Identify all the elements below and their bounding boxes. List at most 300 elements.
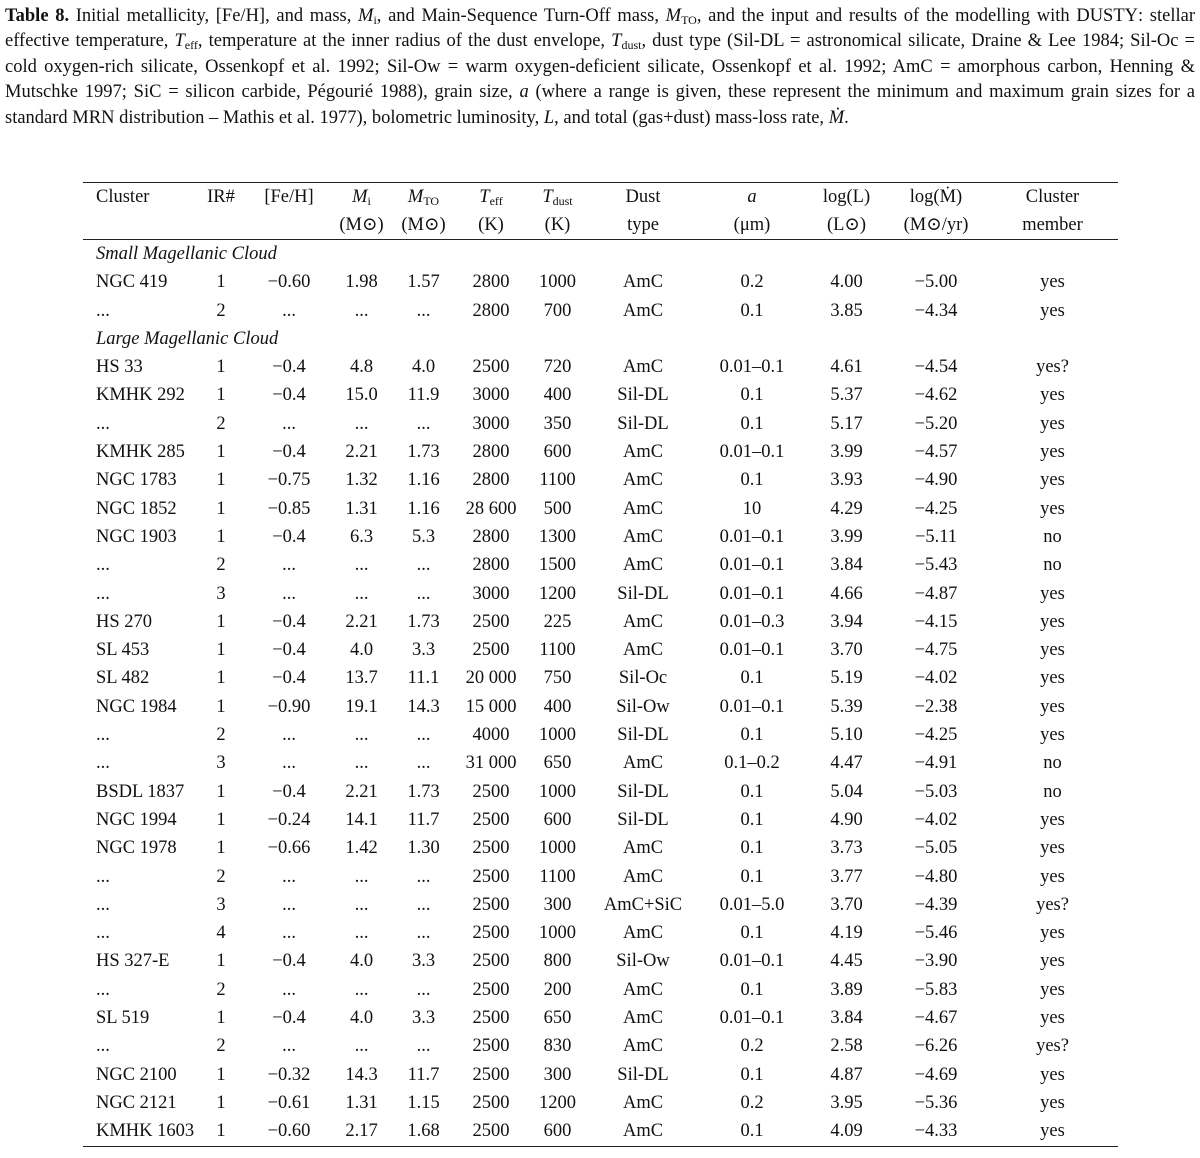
cell-cluster: NGC 419 <box>96 272 168 293</box>
cell-teff: 2500 <box>472 838 510 859</box>
cell-grain-size: 0.1 <box>740 838 764 859</box>
cell-feh: −0.4 <box>272 1008 306 1029</box>
section-label: Small Magellanic Cloud <box>96 244 277 264</box>
cell-grain-size: 0.01–0.3 <box>719 611 785 632</box>
cell-tdust: 300 <box>543 1064 572 1085</box>
cell-logl: 3.70 <box>830 894 863 915</box>
cell-dust-type: AmC <box>622 1036 664 1057</box>
cell-mi: 1.42 <box>345 838 378 859</box>
cell-tdust: 830 <box>543 1036 572 1057</box>
cell-mi: 15.0 <box>345 385 378 406</box>
cell-teff: 2500 <box>472 1092 510 1113</box>
header-mto <box>390 183 457 212</box>
cell-teff: 2500 <box>472 357 510 378</box>
cell-logl: 3.94 <box>830 611 863 632</box>
caption-text: : stellar effective temperature, <box>5 6 1196 52</box>
caption-symbol: M <box>358 6 374 26</box>
caption-symbol: T <box>611 31 622 52</box>
cell-feh: −0.4 <box>272 526 306 547</box>
cell-logm: −4.34 <box>914 300 958 321</box>
caption-symbol: a <box>519 82 529 103</box>
table-label: Table 8. <box>5 6 70 26</box>
cell-dust-type: AmC <box>622 470 664 491</box>
cell-grain-size: 0.1 <box>740 809 764 830</box>
cell-mto: 11.9 <box>407 385 440 406</box>
cell-logl: 3.95 <box>830 1092 863 1113</box>
cell-ir: 3 <box>216 894 226 915</box>
cell-dust-type: AmC <box>622 442 664 463</box>
cell-mi: ... <box>354 725 369 746</box>
cell-dust-type: Sil-DL <box>617 781 669 802</box>
cell-ir: 3 <box>216 753 226 774</box>
cell-cluster: ... <box>96 753 110 774</box>
cell-cluster: SL 482 <box>96 668 150 689</box>
cell-mi: 13.7 <box>345 668 378 689</box>
cell-member: yes <box>1040 866 1065 887</box>
cell-member: yes <box>1040 640 1065 661</box>
header-ir: IR# <box>197 183 245 212</box>
header-logm-unit: (M⊙/yr) <box>885 211 987 240</box>
cell-logl: 3.70 <box>830 640 863 661</box>
cell-teff: 2500 <box>472 781 510 802</box>
cell-logm: −4.91 <box>914 753 958 774</box>
header-symbol: a <box>747 187 757 207</box>
cell-tdust: 1100 <box>539 470 576 491</box>
header-symbol: M <box>352 187 368 207</box>
header-a <box>696 183 808 212</box>
cell-teff: 28 600 <box>465 498 517 519</box>
cell-mto: 4.0 <box>411 357 436 378</box>
cell-mto: 1.73 <box>407 442 440 463</box>
cell-logl: 3.84 <box>830 555 863 576</box>
cell-ir: 1 <box>216 442 226 463</box>
cell-member: yes? <box>1036 894 1069 915</box>
cell-mi: ... <box>354 979 369 1000</box>
cell-logl: 4.47 <box>830 753 863 774</box>
cell-grain-size: 0.01–0.1 <box>719 526 785 547</box>
cell-logl: 4.29 <box>830 498 863 519</box>
cell-tdust: 1000 <box>539 838 576 859</box>
cell-logl: 5.04 <box>830 781 863 802</box>
cell-ir: 1 <box>216 357 226 378</box>
cell-grain-size: 0.1 <box>740 1064 764 1085</box>
cell-dust-type: AmC <box>622 838 664 859</box>
cell-mi: ... <box>354 555 369 576</box>
cell-logm: −4.57 <box>914 442 958 463</box>
cell-tdust: 1000 <box>539 923 576 944</box>
cell-logm: −4.54 <box>914 357 958 378</box>
header-member-2: member <box>987 211 1118 240</box>
cell-mi: 1.31 <box>345 498 378 519</box>
cell-feh: −0.4 <box>272 781 306 802</box>
header-symbol: T <box>542 187 553 207</box>
cell-mto: ... <box>416 894 431 915</box>
cell-mto: 1.30 <box>407 838 440 859</box>
cell-tdust: 1000 <box>539 272 576 293</box>
cell-dust-type: AmC <box>622 498 664 519</box>
cell-teff: 2500 <box>472 923 510 944</box>
cell-member: yes <box>1040 951 1065 972</box>
cell-teff: 2500 <box>472 866 510 887</box>
cell-grain-size: 0.1 <box>740 725 764 746</box>
cell-mto: 1.57 <box>407 272 440 293</box>
cell-logm: −6.26 <box>914 1036 958 1057</box>
header-member: Cluster <box>987 183 1118 212</box>
cell-mi: 4.0 <box>349 640 374 661</box>
table-row <box>83 834 1118 862</box>
cell-dust-type: Sil-Ow <box>616 951 670 972</box>
cell-logm: −4.33 <box>885 1117 987 1146</box>
table-row <box>83 297 1118 325</box>
cell-logl: 5.10 <box>830 725 863 746</box>
cell-feh: −0.61 <box>267 1092 311 1113</box>
cell-cluster: ... <box>96 923 110 944</box>
cell-mi: ... <box>354 300 369 321</box>
cell-dust-type: Sil-DL <box>617 1064 669 1085</box>
cell-dust-type: AmC <box>622 1008 664 1029</box>
cell-logl: 4.87 <box>830 1064 863 1085</box>
cell-logl: 4.61 <box>830 357 863 378</box>
cell-feh: ... <box>282 894 296 915</box>
cell-tdust: 1000 <box>539 781 576 802</box>
cell-dust-type: AmC <box>622 753 664 774</box>
cell-grain-size: 0.1 <box>740 979 764 1000</box>
cell-logm: −4.39 <box>914 894 958 915</box>
cell-member: yes <box>1040 923 1065 944</box>
header-symbol: T <box>479 187 490 207</box>
caption-text: , temperature at the inner radius of the dust envelope, <box>197 31 612 52</box>
cell-dust-type: AmC <box>622 979 664 1000</box>
cell-dust-type: AmC <box>622 611 664 632</box>
cell-mi: 6.3 <box>349 526 374 547</box>
cell-mi: 4.0 <box>349 1008 374 1029</box>
cell-ir: 1 <box>216 470 226 491</box>
cell-member: yes <box>1040 979 1065 1000</box>
cell-logl: 5.37 <box>830 385 863 406</box>
cell-feh: −0.4 <box>272 668 306 689</box>
cell-mi: ... <box>354 583 369 604</box>
header-tdust <box>525 183 590 212</box>
cell-logl: 4.45 <box>830 951 863 972</box>
cell-cluster: ... <box>96 300 110 321</box>
cell-mto: 5.3 <box>411 526 436 547</box>
cell-grain-size: 0.1 <box>740 781 764 802</box>
cell-dust-type: Sil-DL <box>617 725 669 746</box>
table-row <box>83 947 1118 975</box>
cell-logm: −4.67 <box>914 1008 958 1029</box>
table-row <box>83 1061 1118 1089</box>
cell-feh: ... <box>282 583 296 604</box>
caption-subscript: eff <box>184 38 198 53</box>
cell-tdust: 1300 <box>539 526 576 547</box>
cell-member: yes <box>1040 1008 1065 1029</box>
cell-mi: ... <box>354 413 369 434</box>
cell-logm: −4.90 <box>914 470 958 491</box>
cell-cluster: KMHK 285 <box>96 442 185 463</box>
cell-grain-size: 0.1 <box>740 385 764 406</box>
cell-dust-type: Sil-Ow <box>616 696 670 717</box>
caption-subscript: i <box>373 13 377 27</box>
cell-ir: 4 <box>216 923 226 944</box>
section-row <box>83 325 1118 353</box>
cell-tdust: 650 <box>543 1008 572 1029</box>
cell-dust-type: AmC <box>622 357 664 378</box>
cell-ir: 1 <box>216 385 226 406</box>
cell-dust-type: AmC <box>622 923 664 944</box>
cell-logl: 5.17 <box>830 413 863 434</box>
cell-mto: 3.3 <box>411 640 436 661</box>
cell-teff: 2800 <box>472 555 510 576</box>
cell-ir: 1 <box>216 809 226 830</box>
header-subscript: dust <box>552 194 573 208</box>
cell-cluster: HS 33 <box>96 357 143 378</box>
cell-feh: ... <box>282 866 296 887</box>
cell-ir: 1 <box>216 498 226 519</box>
cell-feh: −0.60 <box>245 1117 333 1146</box>
cell-logm: −5.36 <box>914 1092 958 1113</box>
cell-member: yes <box>1040 470 1065 491</box>
cell-member: no <box>1043 753 1062 774</box>
cell-tdust: 700 <box>543 300 572 321</box>
cell-teff: 2800 <box>472 300 510 321</box>
cell-tdust: 225 <box>543 611 572 632</box>
cell-logm: −4.80 <box>914 866 958 887</box>
cell-feh: ... <box>282 725 296 746</box>
cell-feh: ... <box>282 300 296 321</box>
cell-ir: 2 <box>216 413 226 434</box>
cell-teff: 2500 <box>472 611 510 632</box>
cell-ir: 2 <box>216 979 226 1000</box>
cell-cluster: HS 270 <box>96 611 153 632</box>
cell-tdust: 200 <box>543 979 572 1000</box>
header-subscript: eff <box>489 194 503 208</box>
cell-cluster: ... <box>96 1036 110 1057</box>
cell-cluster: NGC 1852 <box>96 498 177 519</box>
cell-ir: 1 <box>216 1092 226 1113</box>
section-label: Large Magellanic Cloud <box>96 328 279 349</box>
cell-feh: ... <box>282 1036 296 1057</box>
cell-tdust: 1200 <box>539 583 576 604</box>
cell-ir: 1 <box>216 1008 226 1029</box>
table-row <box>83 268 1118 296</box>
cell-teff: 2500 <box>457 1117 525 1146</box>
cell-cluster: BSDL 1837 <box>96 781 185 802</box>
cell-mto: 11.7 <box>407 1064 440 1085</box>
caption-text: (where a range is given, these represent the minimum and maximum grain sizes for a standard MRN distribution – Mathis et al. 1977), bolometric luminosity, <box>5 82 1196 128</box>
cell-feh: −0.60 <box>267 272 311 293</box>
cell-mto: ... <box>416 413 431 434</box>
cell-cluster: ... <box>96 866 110 887</box>
cell-cluster: NGC 1903 <box>96 526 177 547</box>
cell-logm: −5.05 <box>914 838 958 859</box>
cell-feh: −0.66 <box>267 838 311 859</box>
cell-logl: 4.09 <box>808 1117 885 1146</box>
cell-logm: −5.03 <box>914 781 958 802</box>
cell-logm: −4.69 <box>914 1064 958 1085</box>
cell-grain-size: 0.1 <box>740 300 764 321</box>
cell-mi: 4.8 <box>349 357 374 378</box>
cell-dust-type: Sil-DL <box>617 413 669 434</box>
cell-member: yes <box>1040 300 1065 321</box>
cell-logm: −3.90 <box>914 951 958 972</box>
cell-member: yes <box>1040 1092 1065 1113</box>
cell-feh: −0.85 <box>267 498 311 519</box>
cell-cluster: SL 453 <box>96 640 150 661</box>
table-row <box>83 580 1118 608</box>
header-tdust-unit: (K) <box>525 211 590 240</box>
cell-tdust: 1100 <box>539 640 576 661</box>
table-row <box>83 976 1118 1004</box>
cell-ir: 1 <box>216 951 226 972</box>
cell-logl: 5.39 <box>830 696 863 717</box>
cell-mto: 3.3 <box>411 951 436 972</box>
table-row <box>83 438 1118 466</box>
cell-logl: 5.19 <box>830 668 863 689</box>
cell-ir: 1 <box>197 1117 245 1146</box>
cell-tdust: 600 <box>543 442 572 463</box>
table-row <box>83 353 1118 381</box>
cell-grain-size: 0.1 <box>740 923 764 944</box>
table-row <box>83 381 1118 409</box>
cell-tdust: 300 <box>543 894 572 915</box>
cell-member: yes <box>987 1117 1118 1146</box>
table-caption <box>5 4 1195 131</box>
caption-text: , and the input and results of the modelling with <box>696 6 1077 26</box>
header-symbol: M <box>407 187 424 207</box>
cell-tdust: 650 <box>543 753 572 774</box>
cell-member: yes? <box>1036 357 1069 378</box>
cell-member: no <box>1043 781 1062 802</box>
cell-tdust: 350 <box>543 413 572 434</box>
table-row <box>83 1004 1118 1032</box>
cell-dust-type: AmC <box>622 272 664 293</box>
cell-dust-type: AmC <box>622 300 664 321</box>
cell-ir: 1 <box>216 611 226 632</box>
table-row <box>83 749 1118 777</box>
cell-logl: 2.58 <box>830 1036 863 1057</box>
caption-text: . <box>844 107 849 128</box>
cell-dust-type: AmC <box>622 555 664 576</box>
cell-grain-size: 0.2 <box>740 1092 764 1113</box>
cell-teff: 2500 <box>472 640 510 661</box>
cell-logl: 3.99 <box>830 526 863 547</box>
cell-member: yes <box>1040 413 1065 434</box>
header-mi-unit: (M⊙) <box>333 211 390 240</box>
cell-mto: ... <box>416 979 431 1000</box>
cell-ir: 2 <box>216 725 226 746</box>
table-body <box>83 240 1118 1147</box>
cell-mto: 1.15 <box>407 1092 440 1113</box>
cell-grain-size: 0.01–0.1 <box>719 583 785 604</box>
table-row <box>83 608 1118 636</box>
cell-ir: 1 <box>216 781 226 802</box>
cell-feh: ... <box>282 555 296 576</box>
caption-text: , dust type (Sil-DL = astronomical silicate, Draine & Lee 1984; Sil-Oc = cold oxygen-rich silicate, Ossenkopf et al. 1992; Sil-Ow = warm oxygen-deficient silicate, Ossenkopf et al. 1992; AmC = amorphous carbon, Henning & Mutschke 1997; SiC = silicon carbide, Pégourié 1988), grain size, <box>5 31 1195 103</box>
table-row <box>83 523 1118 551</box>
cell-mi: 2.21 <box>345 781 378 802</box>
cell-cluster: NGC 1984 <box>96 696 177 717</box>
header-mto-unit: (M⊙) <box>390 211 457 240</box>
cell-grain-size: 10 <box>742 498 762 519</box>
cell-teff: 3000 <box>472 583 510 604</box>
cell-member: yes <box>1040 725 1065 746</box>
cell-grain-size: 0.1 <box>740 866 764 887</box>
cell-feh: ... <box>282 923 296 944</box>
cell-feh: ... <box>282 753 296 774</box>
cell-grain-size: 0.01–0.1 <box>719 357 785 378</box>
cell-member: yes? <box>1036 1036 1069 1057</box>
header-dust-type: type <box>590 211 696 240</box>
cell-mto: ... <box>416 866 431 887</box>
cell-ir: 2 <box>216 866 226 887</box>
header-empty <box>245 211 333 240</box>
header-subscript: TO <box>423 194 440 208</box>
header-cluster: Cluster <box>83 183 197 212</box>
table-row <box>83 778 1118 806</box>
cell-member: yes <box>1040 385 1065 406</box>
cell-logl: 4.66 <box>830 583 863 604</box>
cell-mto: ... <box>416 753 431 774</box>
table-row <box>83 410 1118 438</box>
header-a-unit: (μm) <box>696 211 808 240</box>
cell-grain-size: 0.01–0.1 <box>719 442 785 463</box>
cell-member: yes <box>1040 442 1065 463</box>
cell-mi: 4.0 <box>349 951 374 972</box>
cell-mi: 19.1 <box>345 696 378 717</box>
cell-feh: −0.24 <box>267 809 311 830</box>
table-row <box>83 664 1118 692</box>
cell-logl: 3.99 <box>830 442 863 463</box>
cell-mto: ... <box>416 725 431 746</box>
cell-mto: ... <box>416 555 431 576</box>
table-row <box>83 466 1118 494</box>
cell-teff: 4000 <box>472 725 510 746</box>
cell-mto: 1.16 <box>407 470 440 491</box>
cell-member: yes <box>1040 272 1065 293</box>
cell-grain-size: 0.01–0.1 <box>719 555 785 576</box>
cell-teff: 2500 <box>472 894 510 915</box>
cell-mto: 11.1 <box>407 668 440 689</box>
cell-cluster: HS 327-E <box>96 951 170 972</box>
cell-mto: 1.16 <box>407 498 440 519</box>
cell-grain-size: 0.2 <box>740 1036 764 1057</box>
cell-logm: −4.02 <box>914 809 958 830</box>
cell-logl: 3.89 <box>830 979 863 1000</box>
cell-grain-size: 0.1 <box>696 1117 808 1146</box>
cell-cluster: ... <box>96 725 110 746</box>
cell-tdust: 720 <box>543 357 572 378</box>
cell-tdust: 1500 <box>539 555 576 576</box>
cell-mto: ... <box>416 583 431 604</box>
cell-logl: 3.85 <box>830 300 863 321</box>
cell-mi: 2.21 <box>345 611 378 632</box>
cell-logm: −5.83 <box>914 979 958 1000</box>
cell-logm: −4.87 <box>914 583 958 604</box>
cell-logl: 4.19 <box>830 923 863 944</box>
cell-cluster: KMHK 1603 <box>83 1117 197 1146</box>
cell-mi: ... <box>354 753 369 774</box>
cell-member: yes <box>1040 809 1065 830</box>
cell-mi: ... <box>354 1036 369 1057</box>
table-row <box>83 721 1118 749</box>
cell-cluster: ... <box>96 979 110 1000</box>
cell-mto: 1.73 <box>407 781 440 802</box>
cell-logm: −5.00 <box>914 272 958 293</box>
cell-mto: 3.3 <box>411 1008 436 1029</box>
cell-tdust: 750 <box>543 668 572 689</box>
cell-mi: 1.32 <box>345 470 378 491</box>
cell-grain-size: 0.1 <box>740 470 764 491</box>
